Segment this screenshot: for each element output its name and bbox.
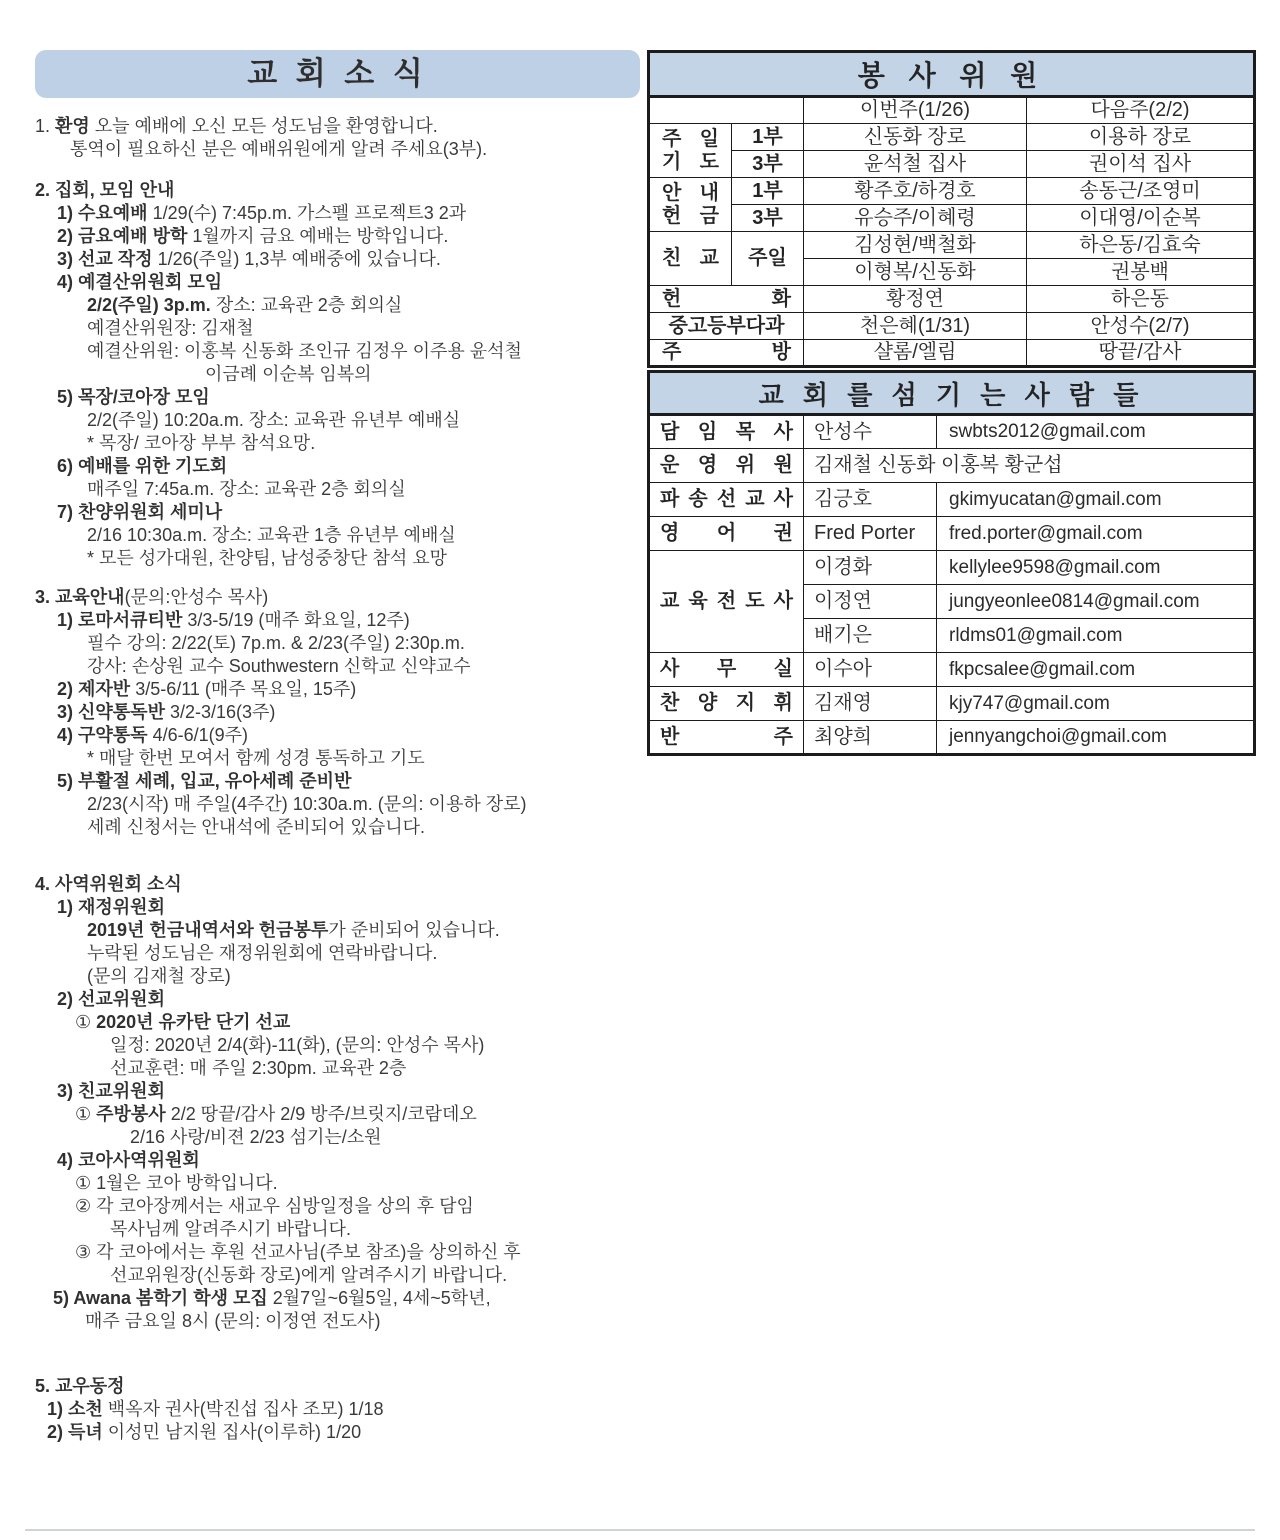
table-cell: 이용하 장로 bbox=[1027, 124, 1255, 151]
table-cell: 김재영 bbox=[804, 687, 937, 721]
text-line: 누락된 성도님은 재정위원회에 연락바랍니다. bbox=[87, 943, 438, 963]
table-cell: 헌 화 bbox=[649, 286, 804, 313]
text-line: 2/23(시작) 매 주일(4주간) 10:30a.m. (문의: 이용하 장로) bbox=[87, 794, 527, 814]
table-cell: 이대영/이순복 bbox=[1027, 205, 1255, 232]
table-cell: 권봉백 bbox=[1027, 259, 1255, 286]
table-cell: Fred Porter bbox=[804, 517, 937, 551]
serving-table bbox=[647, 370, 1256, 756]
volunteer-table-title: 봉 사 위 원 bbox=[649, 52, 1255, 97]
table-cell: 영 어 권 bbox=[649, 517, 804, 551]
text-line: ② 각 코아장께서는 새교우 심방일정을 상의 후 담임 bbox=[75, 1196, 474, 1216]
text-line: 매주일 7:45a.m. 장소: 교육관 2층 회의실 bbox=[87, 479, 406, 499]
text-line: 1) 소천 백옥자 권사(박진섭 집사 조모) 1/18 bbox=[47, 1399, 384, 1419]
table-cell: 이형복/신동화 bbox=[804, 259, 1027, 286]
text-line: 예결산위원: 이홍복 신동화 조인규 김정우 이주용 윤석철 bbox=[87, 341, 522, 361]
text-line: 5. 교우동정 bbox=[35, 1376, 125, 1396]
text-line: 3) 신약통독반 3/2-3/16(3주) bbox=[57, 702, 276, 722]
text-line: 2) 금요예배 방학 1월까지 금요 예배는 방학입니다. bbox=[57, 226, 449, 246]
table-cell: 친 교 bbox=[649, 232, 732, 286]
text-line: 선교훈련: 매 주일 2:30pm. 교육관 2층 bbox=[110, 1058, 407, 1078]
text-line: 2) 제자반 3/5-6/11 (매주 목요일, 15주) bbox=[57, 679, 357, 699]
table-cell: 주일 bbox=[732, 232, 804, 286]
table-cell: 3부 bbox=[732, 205, 804, 232]
table-cell: 운 영 위 원 bbox=[649, 449, 804, 483]
text-line: ① 2020년 유카탄 단기 선교 bbox=[75, 1012, 291, 1032]
table-cell: 찬 양 지 휘 bbox=[649, 687, 804, 721]
volunteer-table-body bbox=[649, 97, 1255, 367]
table-cell: gkimyucatan@gmail.com bbox=[937, 483, 1255, 517]
text-line: 목사님께 알려주시기 바랍니다. bbox=[110, 1219, 352, 1239]
table-cell: 중고등부다과 bbox=[649, 313, 804, 340]
text-line: 5) 목장/코아장 모임 bbox=[57, 387, 210, 407]
church-news-column bbox=[35, 50, 640, 1444]
text-line: 2) 득녀 이성민 남지원 집사(이루하) 1/20 bbox=[47, 1422, 362, 1442]
table-cell: 땅끝/감사 bbox=[1027, 340, 1255, 367]
page-bottom-rule bbox=[25, 1529, 1255, 1531]
table-cell: swbts2012@gmail.com bbox=[937, 415, 1255, 449]
text-line: 7) 찬양위원회 세미나 bbox=[57, 502, 223, 522]
table-cell: 황주호/하경호 bbox=[804, 178, 1027, 205]
text-line: 3) 선교 작정 1/26(주일) 1,3부 예배중에 있습니다. bbox=[57, 249, 441, 269]
table-cell: 하은동/김효숙 bbox=[1027, 232, 1255, 259]
table-cell: 황정연 bbox=[804, 286, 1027, 313]
table-cell: 안성수(2/7) bbox=[1027, 313, 1255, 340]
table-cell: 하은동 bbox=[1027, 286, 1255, 313]
text-line: 5) 부활절 세례, 입교, 유아세례 준비반 bbox=[57, 771, 352, 791]
table-cell: 1부 bbox=[732, 178, 804, 205]
text-line: 1. 환영 오늘 예배에 오신 모든 성도님을 환영합니다. bbox=[35, 116, 438, 136]
table-cell: 최양희 bbox=[804, 721, 937, 755]
table-cell: 주 일 기 도 bbox=[649, 124, 732, 178]
table-cell: fkpcsalee@gmail.com bbox=[937, 653, 1255, 687]
table-cell: 이수아 bbox=[804, 653, 937, 687]
table-cell: 파 송 선 교 사 bbox=[649, 483, 804, 517]
table-cell: 김성현/백철화 bbox=[804, 232, 1027, 259]
table-cell: 천은혜(1/31) bbox=[804, 313, 1027, 340]
table-cell: 반 주 bbox=[649, 721, 804, 755]
table-cell: 사 무 실 bbox=[649, 653, 804, 687]
text-line: (문의 김재철 장로) bbox=[87, 966, 231, 986]
text-line: 1) 로마서큐티반 3/3-5/19 (매주 화요일, 12주) bbox=[57, 610, 410, 630]
table-cell: 3부 bbox=[732, 151, 804, 178]
table-cell: 교 육 전 도 사 bbox=[649, 551, 804, 653]
volunteer-table bbox=[647, 50, 1256, 368]
table-cell: kjy747@gmail.com bbox=[937, 687, 1255, 721]
table-cell: 안 내 헌 금 bbox=[649, 178, 732, 232]
text-line: ① 1월은 코아 방학입니다. bbox=[75, 1173, 278, 1193]
text-line: ① 주방봉사 2/2 땅끝/감사 2/9 방주/브릿지/코람데오 bbox=[75, 1104, 477, 1124]
serving-table-title: 교 회 를 섬 기 는 사 람 들 bbox=[649, 372, 1255, 415]
text-line: 2/16 사랑/비젼 2/23 섬기는/소원 bbox=[130, 1127, 382, 1147]
table-cell: 김긍호 bbox=[804, 483, 937, 517]
text-line: 4) 구약통독 4/6-6/1(9주) bbox=[57, 725, 249, 745]
table-cell: 이경화 bbox=[804, 551, 937, 585]
table-cell: 다음주(2/2) bbox=[1027, 97, 1255, 124]
table-cell: 권이석 집사 bbox=[1027, 151, 1255, 178]
table-cell: 배기은 bbox=[804, 619, 937, 653]
text-line: 4) 예결산위원회 모임 bbox=[57, 272, 223, 292]
text-line: 5) Awana 봄학기 학생 모집 2월7일~6월5일, 4세~5학년, bbox=[53, 1288, 491, 1308]
text-line: 3. 교육안내(문의:안성수 목사) bbox=[35, 587, 269, 607]
church-news-title: 교 회 소 식 bbox=[35, 50, 640, 98]
table-cell: 1부 bbox=[732, 124, 804, 151]
table-cell: 안성수 bbox=[804, 415, 937, 449]
table-cell: 샬롬/엘림 bbox=[804, 340, 1027, 367]
table-cell: 김재철 신동화 이홍복 황군섭 bbox=[804, 449, 1255, 483]
table-cell: rldms01@gmail.com bbox=[937, 619, 1255, 653]
text-line: 필수 강의: 2/22(토) 7p.m. & 2/23(주일) 2:30p.m. bbox=[87, 633, 465, 653]
text-line: * 목장/ 코아장 부부 참석요망. bbox=[87, 433, 316, 453]
serving-table-body bbox=[649, 415, 1255, 755]
text-line: 2/2(주일) 3p.m. 장소: 교육관 2층 회의실 bbox=[87, 295, 403, 315]
text-line: 2019년 헌금내역서와 헌금봉투가 준비되어 있습니다. bbox=[87, 920, 500, 940]
text-line: 2/16 10:30a.m. 장소: 교육관 1층 유년부 예배실 bbox=[87, 525, 456, 545]
text-line: 4) 코아사역위원회 bbox=[57, 1150, 200, 1170]
table-cell: fred.porter@gmail.com bbox=[937, 517, 1255, 551]
text-line: 이금례 이순복 임복의 bbox=[205, 364, 372, 384]
table-cell: 송동근/조영미 bbox=[1027, 178, 1255, 205]
table-cell: 주 방 bbox=[649, 340, 804, 367]
text-line: 강사: 손상원 교수 Southwestern 신학교 신약교수 bbox=[87, 656, 471, 676]
table-cell: jungyeonlee0814@gmail.com bbox=[937, 585, 1255, 619]
text-line: 3) 친교위원회 bbox=[57, 1081, 165, 1101]
table-cell: 신동화 장로 bbox=[804, 124, 1027, 151]
text-line: ③ 각 코아에서는 후원 선교사님(주보 참조)을 상의하신 후 bbox=[75, 1242, 521, 1262]
text-line: 통역이 필요하신 분은 예배위원에게 알려 주세요(3부). bbox=[70, 139, 488, 159]
table-cell: 담 임 목 사 bbox=[649, 415, 804, 449]
tables-column bbox=[647, 50, 1253, 756]
text-line: 예결산위원장: 김재철 bbox=[87, 318, 254, 338]
text-line: 1) 재정위원회 bbox=[57, 897, 165, 917]
table-cell: kellylee9598@gmail.com bbox=[937, 551, 1255, 585]
announcement-lines bbox=[35, 115, 640, 1444]
text-line: 4. 사역위원회 소식 bbox=[35, 874, 182, 894]
text-line: * 매달 한번 모여서 함께 성경 통독하고 기도 bbox=[87, 748, 425, 768]
table-cell: 이정연 bbox=[804, 585, 937, 619]
text-line: 6) 예배를 위한 기도회 bbox=[57, 456, 228, 476]
text-line: 매주 금요일 8시 (문의: 이정연 전도사) bbox=[85, 1311, 381, 1331]
text-line: 1) 수요예배 1/29(수) 7:45p.m. 가스펠 프로젝트3 2과 bbox=[57, 203, 467, 223]
text-line: 선교위원장(신동화 장로)에게 알려주시기 바랍니다. bbox=[110, 1265, 508, 1285]
table-cell bbox=[649, 97, 804, 124]
table-cell: 이번주(1/26) bbox=[804, 97, 1027, 124]
table-cell: 유승주/이혜령 bbox=[804, 205, 1027, 232]
text-line: 일정: 2020년 2/4(화)-11(화), (문의: 안성수 목사) bbox=[110, 1035, 485, 1055]
text-line: 2/2(주일) 10:20a.m. 장소: 교육관 유년부 예배실 bbox=[87, 410, 461, 430]
text-line: 2) 선교위원회 bbox=[57, 989, 165, 1009]
text-line: 2. 집회, 모임 안내 bbox=[35, 180, 175, 200]
table-cell: jennyangchoi@gmail.com bbox=[937, 721, 1255, 755]
table-cell: 윤석철 집사 bbox=[804, 151, 1027, 178]
text-line: 세례 신청서는 안내석에 준비되어 있습니다. bbox=[87, 817, 425, 837]
text-line: * 모든 성가대원, 찬양팀, 남성중창단 참석 요망 bbox=[87, 548, 447, 568]
